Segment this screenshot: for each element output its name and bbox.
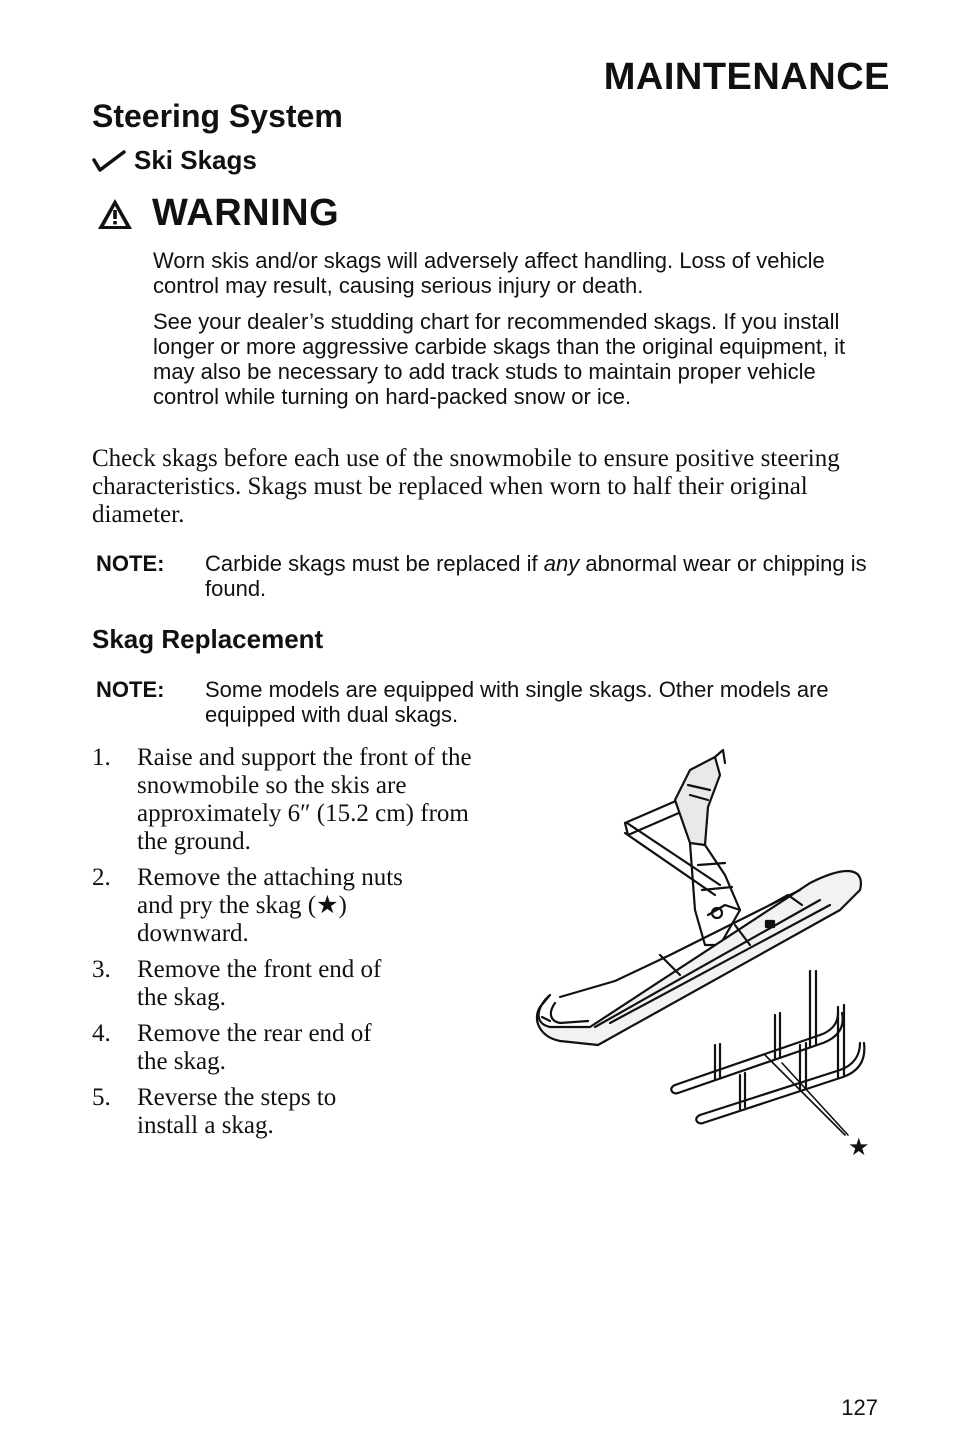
- note-emphasis: any: [543, 551, 580, 576]
- checkmark-icon: [92, 150, 126, 172]
- note-models: [96, 677, 896, 727]
- page-number: 127: [841, 1395, 878, 1420]
- note-text-before: Carbide skags must be replaced if: [205, 551, 544, 576]
- step-text: Remove the rear end of the skag.: [137, 1020, 372, 1075]
- list-item: [92, 1084, 492, 1140]
- step-number: 3.: [92, 956, 111, 983]
- warning-paragraph-1: Worn skis and/or skags will adversely affect handling. Loss of vehicle control may result, causing serious injury or death.: [153, 248, 825, 298]
- callout-star: ★: [848, 1133, 870, 1161]
- step-number: 4.: [92, 1020, 111, 1047]
- steps-list: [92, 744, 492, 1148]
- warning-header: [96, 192, 339, 235]
- note-text: [205, 551, 890, 601]
- body-paragraph: Check skags before each use of the snowmobile to ensure positive steering characteristics. Skags must be replaced when worn to half their original diameter.: [92, 445, 840, 528]
- step-number: 2.: [92, 864, 111, 891]
- section-title: Steering System: [92, 98, 343, 134]
- skag-replacement-title: Skag Replacement: [92, 624, 324, 654]
- step-text: Raise and support the front of the snowmobile so the skis are approximately 6″ (15.2 cm) from the ground.: [137, 744, 472, 855]
- step-text: Remove the front end of the skag.: [137, 956, 382, 1011]
- step-number: 5.: [92, 1084, 111, 1111]
- list-item: [92, 1020, 492, 1076]
- subsection-label: Ski Skags: [134, 145, 257, 175]
- list-item: [92, 864, 492, 948]
- page-header-title: MAINTENANCE: [603, 56, 890, 98]
- list-item: [92, 744, 482, 856]
- step-number: 1.: [92, 744, 111, 771]
- list-item: [92, 956, 492, 1012]
- warning-label: WARNING: [152, 192, 340, 234]
- step-text: Remove the attaching nuts and pry the skag (★) downward.: [137, 864, 403, 947]
- warning-triangle-icon: [96, 197, 134, 231]
- warning-paragraph-2: See your dealer’s studding chart for recommended skags. If you install longer or more aggressive carbide skags than the original equipment, it may also be necessary to add track studs to maintain proper vehicle control while turning on hard-packed snow or ice.: [153, 309, 846, 409]
- note-label: NOTE:: [96, 677, 165, 702]
- ski-skag-drawing: [520, 745, 880, 1165]
- note-text: Some models are equipped with single skags. Other models are equipped with dual skags.: [205, 677, 829, 727]
- ski-skag-illustration: [520, 745, 880, 1165]
- note-label: NOTE:: [96, 551, 165, 576]
- note-carbide: [96, 551, 896, 601]
- note-text-after: abnormal wear or chipping is found.: [205, 551, 867, 601]
- subsection-title: [92, 145, 257, 176]
- step-text: Reverse the steps to install a skag.: [137, 1084, 337, 1139]
